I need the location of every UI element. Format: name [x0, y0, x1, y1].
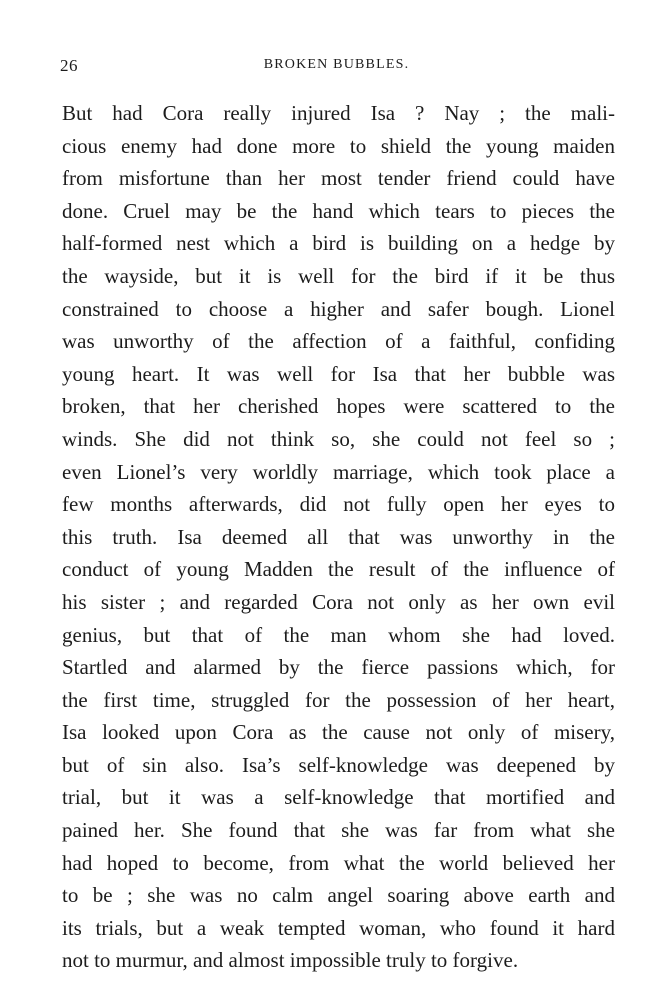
text-line: pained her. She found that she was far from what she: [62, 818, 615, 843]
text-line: this truth. Isa deemed all that was unworthy in the: [62, 524, 615, 549]
text-line: winds. She did not think so, she could not feel so ;: [62, 426, 615, 451]
text-line: genius, but that of the man whom she had loved.: [62, 622, 615, 647]
text-line: few months afterwards, did not fully open her eyes to: [62, 492, 615, 517]
text-line: was unworthy of the affection of a faithful, confiding: [62, 329, 615, 354]
text-line: Isa looked upon Cora as the cause not only of misery,: [62, 720, 615, 745]
text-line: conduct of young Madden the result of the influence of: [62, 557, 615, 582]
text-line: his sister ; and regarded Cora not only as her own evil: [62, 589, 615, 614]
text-line: But had Cora really injured Isa ? Nay ; the mali-: [62, 101, 615, 125]
text-line: even Lionel’s very worldly marriage, which took place a: [62, 459, 615, 484]
text-line: the wayside, but it is well for the bird if it be thus: [62, 263, 615, 288]
text-line: cious enemy had done more to shield the young maiden: [62, 133, 615, 158]
page-number: 26: [60, 56, 78, 75]
body-paragraph: [62, 97, 615, 977]
text-line: had hoped to become, from what the world believed her: [62, 850, 615, 875]
text-line: from misfortune than her most tender friend could have: [62, 166, 615, 191]
text-line: broken, that her cherished hopes were scattered to the: [62, 394, 615, 419]
text-line: trial, but it was a self-knowledge that mortified and: [62, 785, 615, 810]
running-title: BROKEN BUBBLES.: [263, 57, 410, 72]
text-line: young heart. It was well for Isa that her bubble was: [62, 361, 615, 386]
text-line: half-formed nest which a bird is building on a hedge by: [62, 231, 615, 256]
text-line: the first time, struggled for the possession of her heart,: [62, 687, 615, 712]
text-line: its trials, but a weak tempted woman, who found it hard: [62, 915, 615, 940]
text-line: not to murmur, and almost impossible truly to forgive.: [62, 948, 519, 973]
text-line: Startled and alarmed by the fierce passions which, for: [62, 655, 615, 680]
text-line: but of sin also. Isa’s self-knowledge was deepened by: [62, 752, 615, 777]
text-line: done. Cruel may be the hand which tears to pieces the: [62, 198, 615, 223]
text-line: constrained to choose a higher and safer bough. Lionel: [62, 296, 615, 321]
running-head: [60, 56, 613, 80]
text-line: to be ; she was no calm angel soaring above earth and: [62, 883, 615, 908]
